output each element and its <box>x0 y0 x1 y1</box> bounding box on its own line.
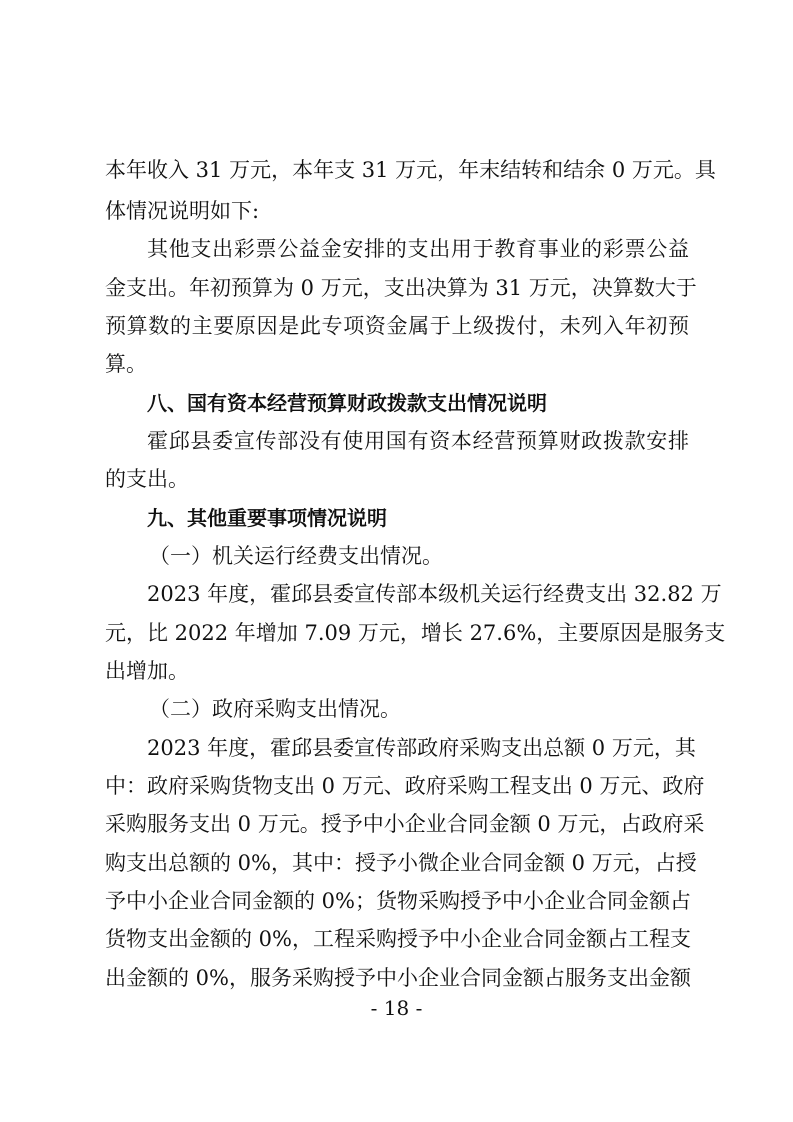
paragraph-line: 金支出。年初预算为 0 万元，支出决算为 31 万元，决算数大于 <box>105 276 697 300</box>
paragraph-line: 购支出总额的 0%，其中：授予小微企业合同金额 0 万元，占授 <box>105 851 697 875</box>
page-number: - 18 - <box>370 996 423 1020</box>
paragraph-line: 中：政府采购货物支出 0 万元、政府采购工程支出 0 万元、政府 <box>105 774 705 798</box>
paragraph-line: 予中小企业合同金额的 0%；货物采购授予中小企业合同金额占 <box>105 889 691 913</box>
paragraph-line: 2023 年度，霍邱县委宣传部政府采购支出总额 0 万元，其 <box>147 736 696 760</box>
paragraph-line: 出增加。 <box>105 659 189 683</box>
section-heading-9: 九、其他重要事项情况说明 <box>147 506 387 530</box>
paragraph-line: 2023 年度，霍邱县委宣传部本级机关运行经费支出 32.82 万 <box>147 582 722 606</box>
paragraph-line: 货物支出金额的 0%，工程采购授予中小企业合同金额占工程支 <box>105 927 691 951</box>
paragraph-line: 元，比 2022 年增加 7.09 万元，增长 27.6%，主要原因是服务支 <box>105 621 726 645</box>
paragraph-line: 出金额的 0%，服务采购授予中小企业合同金额占服务支出金额 <box>105 966 691 990</box>
paragraph-line: 其他支出彩票公益金安排的支出用于教育事业的彩票公益 <box>147 237 689 261</box>
paragraph-line: 的支出。 <box>105 467 189 491</box>
paragraph-line: 算。 <box>105 352 147 376</box>
paragraph-line: 霍邱县委宣传部没有使用国有资本经营预算财政拨款安排 <box>147 429 689 453</box>
paragraph-line: 本年收入 31 万元，本年支 31 万元，年末结转和结余 0 万元。具 <box>105 158 716 182</box>
paragraph-line: 体情况说明如下: <box>105 199 260 223</box>
paragraph-line: 预算数的主要原因是此专项资金属于上级拨付，未列入年初预 <box>105 314 689 338</box>
paragraph-line: 采购服务支出 0 万元。授予中小企业合同金额 0 万元，占政府采 <box>105 812 705 836</box>
subsection-heading-2: （二）政府采购支出情况。 <box>149 697 401 721</box>
subsection-heading-1: （一）机关运行经费支出情况。 <box>149 544 443 568</box>
section-heading-8: 八、国有资本经营预算财政拨款支出情况说明 <box>147 391 547 415</box>
